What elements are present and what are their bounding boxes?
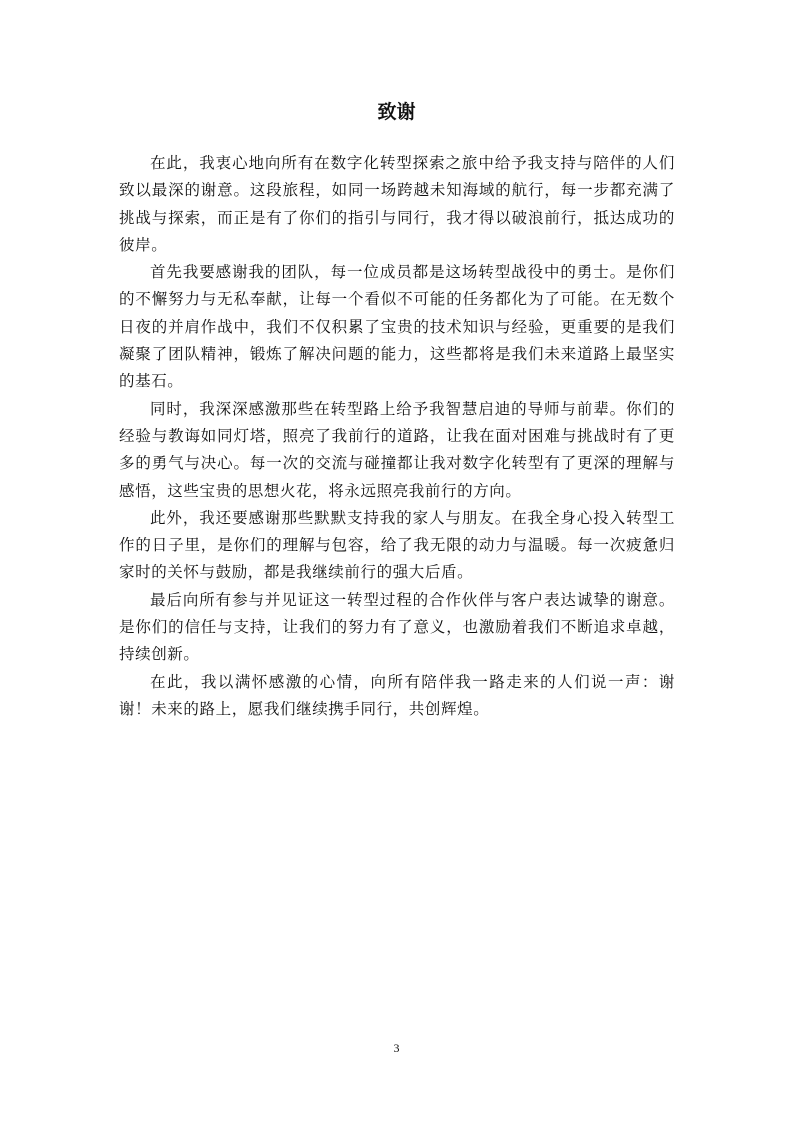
paragraph-2: 首先我要感谢我的团队，每一位成员都是这场转型战役中的勇士。是你们的不懈努力与无私奉献，让每一个看似不可能的任务都化为了可能。在无数个日夜的并肩作战中，我们不仅积累了宝贵的技术知识与经验，更重要的是我们凝聚了团队精神，锻炼了解决问题的能力，这些都将是我们未来道路上最坚实的基石。 — [119, 263, 675, 391]
page-title: 致谢 — [377, 101, 416, 123]
paragraph-3: 同时，我深深感激那些在转型路上给予我智慧启迪的导师与前辈。你们的经验与教诲如同灯塔，照亮了我前行的道路，让我在面对困难与挑战时有了更多的勇气与决心。每一次的交流与碰撞都让我对数字化转型有了更深的理解与感悟，这些宝贵的思想火花，将永远照亮我前行的方向。 — [119, 399, 675, 500]
paragraph-6: 在此，我以满怀感激的心情，向所有陪伴我一路走来的人们说一声：谢谢！未来的路上，愿我们继续携手同行，共创辉煌。 — [119, 672, 675, 718]
page-number: 3 — [393, 1041, 400, 1055]
paragraph-1: 在此，我衷心地向所有在数字化转型探索之旅中给予我支持与陪伴的人们致以最深的谢意。这段旅程，如同一场跨越未知海域的航行，每一步都充满了挑战与探索，而正是有了你们的指引与同行，我才得以破浪前行，抵达成功的彼岸。 — [119, 154, 675, 254]
body-text — [119, 150, 675, 723]
paragraph-5: 最后向所有参与并见证这一转型过程的合作伙伴与客户表达诚挚的谢意。是你们的信任与支持，让我们的努力有了意义，也激励着我们不断追求卓越，持续创新。 — [119, 590, 675, 664]
paragraph-4: 此外，我还要感谢那些默默支持我的家人与朋友。在我全身心投入转型工作的日子里，是你们的理解与包容，给了我无限的动力与温暖。每一次疲惫归家时的关怀与鼓励，都是我继续前行的强大后盾。 — [119, 508, 675, 582]
